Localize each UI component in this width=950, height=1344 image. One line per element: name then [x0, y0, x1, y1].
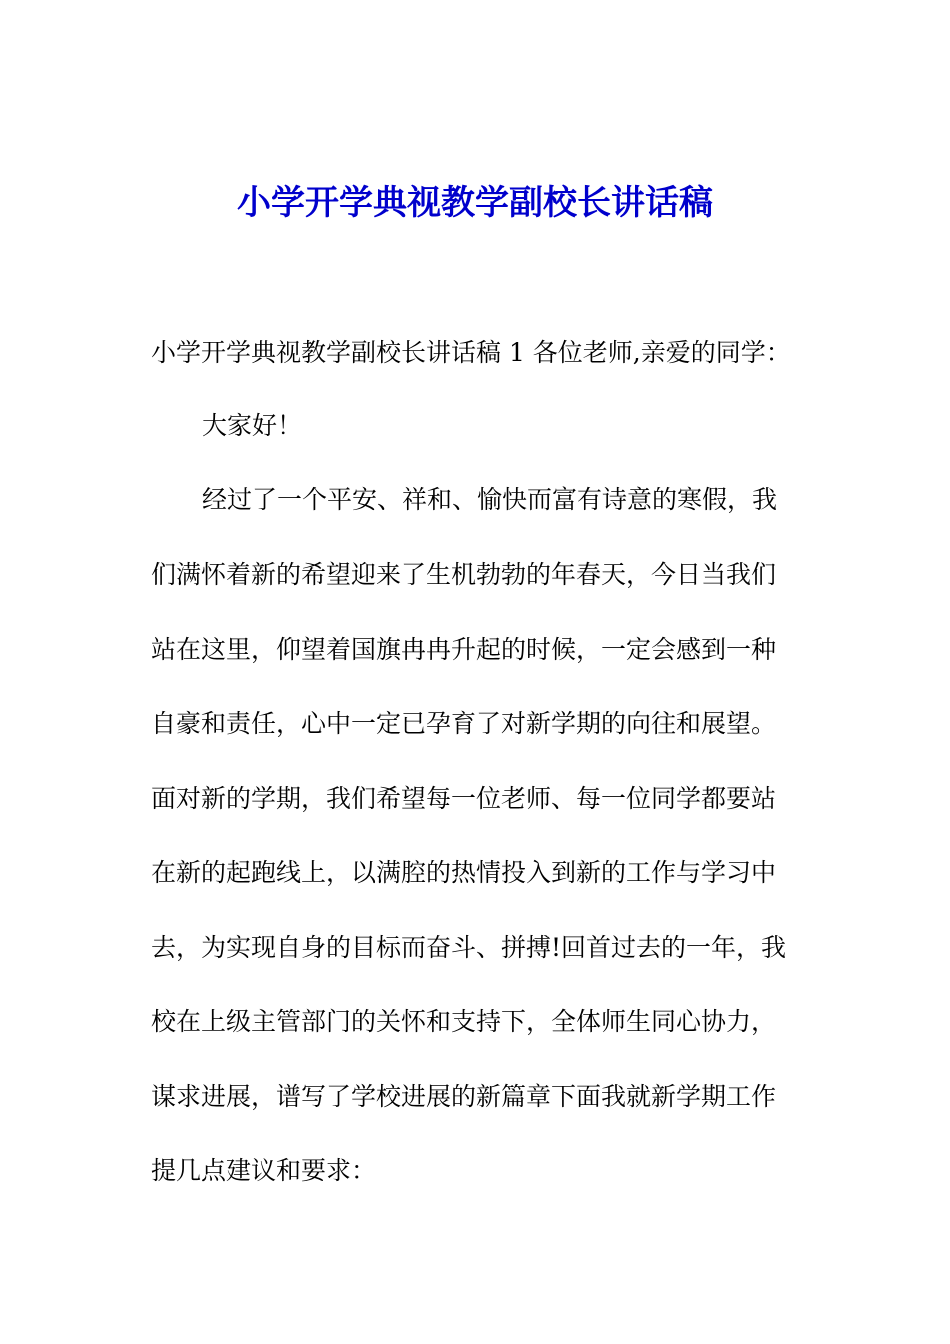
paragraph-line: 校在上级主管部门的关怀和支持下，全体师生同心协力， [151, 1007, 777, 1036]
paragraph-line: 大家好！ [202, 411, 303, 440]
paragraph-line: 经过了一个平安、祥和、愉快而富有诗意的寒假，我 [202, 485, 778, 514]
paragraph-line: 小学开学典视教学副校长讲话稿 1 各位老师,亲爱的同学： [151, 338, 791, 367]
document-title: 小学开学典视教学副校长讲话稿 [237, 183, 713, 223]
paragraph-line: 去，为实现自身的目标而奋斗、拼搏!回首过去的一年，我 [151, 933, 787, 962]
paragraph-line: 面对新的学期，我们希望每一位老师、每一位同学都要站 [151, 784, 777, 813]
paragraph-line: 们满怀着新的希望迎来了生机勃勃的年春天，今日当我们 [151, 560, 777, 589]
paragraph-line: 提几点建议和要求： [151, 1156, 377, 1185]
paragraph-line: 谋求进展，谱写了学校进展的新篇章下面我就新学期工作 [151, 1082, 777, 1111]
paragraph-line: 在新的起跑线上，以满腔的热情投入到新的工作与学习中 [151, 858, 777, 887]
paragraph-line: 自豪和责任，心中一定已孕育了对新学期的向往和展望。 [151, 709, 777, 738]
paragraph-line: 站在这里，仰望着国旗冉冉升起的时候，一定会感到一种 [151, 635, 777, 664]
